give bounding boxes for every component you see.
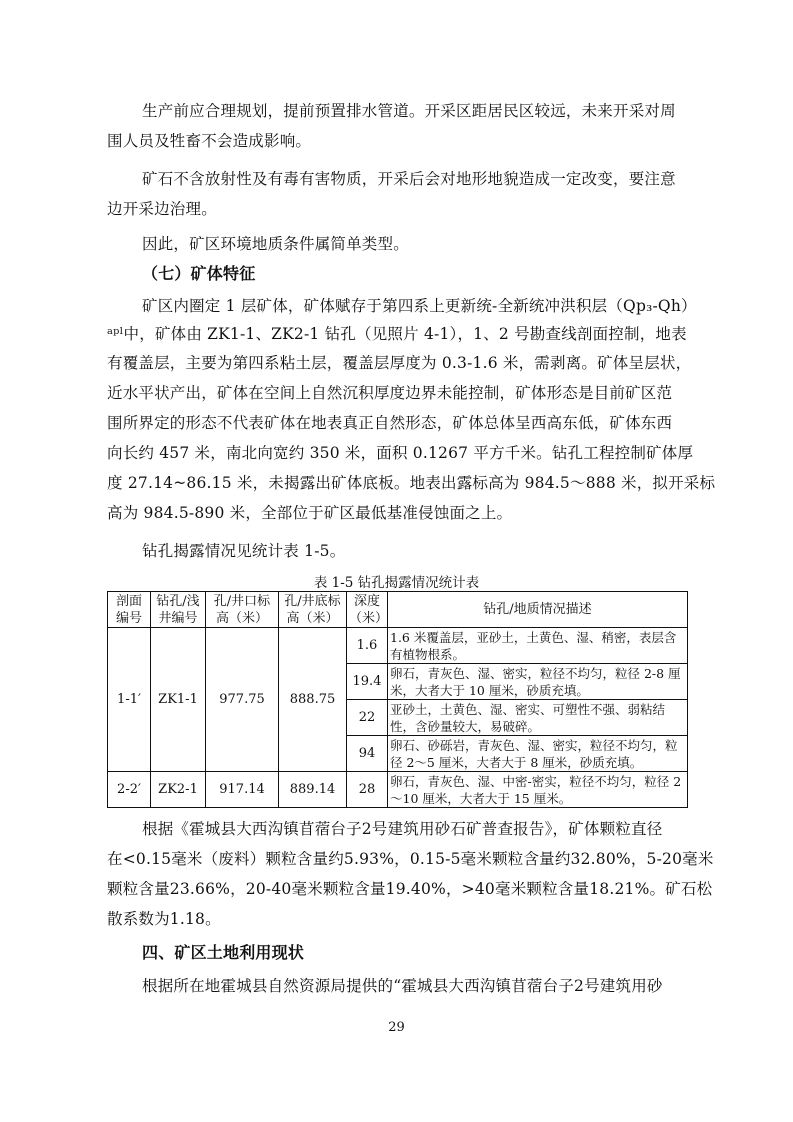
paragraph-line: 因此，矿区环境地质条件属简单类型。 <box>142 235 409 253</box>
header-hole: 钻孔/浅井编号 <box>151 592 206 628</box>
page-number: 29 <box>388 1020 405 1035</box>
cell-hole: ZK1-1 <box>151 628 206 772</box>
paragraph-line: 钻孔揭露情况见统计表 1-5。 <box>142 542 346 560</box>
paragraph-line: 边开采边治理。 <box>107 200 217 218</box>
paragraph-line: 根据《霍城县大西沟镇苜蓿台子2号建筑用砂石矿普查报告》，矿体颗粒直径 <box>142 820 663 838</box>
cell-depth: 19.4 <box>347 664 388 700</box>
borehole-table <box>107 591 688 808</box>
paragraph-line: 有覆盖层，主要为第四系粘土层，覆盖层厚度为 0.3-1.6 米，需剥离。矿体呈层状， <box>107 354 692 372</box>
cell-description: 亚砂土，土黄色、湿、密实、可塑性不强、弱粘结性，含砂量较大，易破碎。 <box>388 700 688 736</box>
paragraph-line: 向长约 457 米，南北向宽约 350 米，面积 0.1267 平方千米。钻孔工程控制矿体厚 <box>107 444 694 462</box>
paragraph-line: 近水平状产出，矿体在空间上自然沉积厚度边界未能控制，矿体形态是目前矿区范 <box>107 384 673 402</box>
cell-hole: ZK2-1 <box>151 772 206 808</box>
cell-depth: 22 <box>347 700 388 736</box>
paragraph-line: 围所界定的形态不代表矿体在地表真正自然形态，矿体总体呈西高东低，矿体东西 <box>107 414 673 432</box>
header-bottom-elev: 孔/井底标高（米） <box>279 592 347 628</box>
header-depth: 深度（米） <box>347 592 388 628</box>
header-top-elev: 孔/井口标高（米） <box>206 592 279 628</box>
paragraph-line: 矿石不含放射性及有毒有害物质，开采后会对地形地貌造成一定改变，要注意 <box>142 170 676 188</box>
paragraph-line: 在<0.15毫米（废料）颗粒含量约5.93%，0.15-5毫米颗粒含量约32.80%，5-20毫米 <box>107 850 714 868</box>
paragraph-line: 高为 984.5-890 米，全部位于矿区最低基准侵蚀面之上。 <box>107 504 513 522</box>
paragraph-line: 散系数为1.18。 <box>107 910 221 928</box>
cell-bottom-elev: 889.14 <box>279 772 347 808</box>
cell-description: 卵石、砂砾岩，青灰色、湿、密实，粒径不均匀，粒径 2～5 厘米，大者大于 8 厘米，砂质充填。 <box>388 736 688 772</box>
table-caption: 表 1-5 钻孔揭露情况统计表 <box>313 575 480 591</box>
cell-depth: 1.6 <box>347 628 388 664</box>
paragraph-line: 颗粒含量23.66%，20-40毫米颗粒含量19.40%，>40毫米颗粒含量18.21%。矿石松 <box>107 880 713 898</box>
cell-depth: 28 <box>347 772 388 808</box>
table-row <box>108 628 688 664</box>
cell-description: 1.6 米覆盖层，亚砂土，土黄色、湿、稍密，表层含有植物根系。 <box>388 628 688 664</box>
section-heading: （七）矿体特征 <box>142 264 256 283</box>
paragraph-line: 生产前应合理规划，提前预置排水管道。开采区距居民区较远，未来开采对周 <box>142 102 676 120</box>
cell-description: 卵石，青灰色、湿、中密-密实，粒径不均匀，粒径 2～10 厘米，大者大于 15 厘米。 <box>388 772 688 808</box>
paragraph-line: ᵃᵖˡ中，矿体由 ZK1-1、ZK2-1 钻孔（见照片 4-1），1、2 号勘查线剖面控制，地表 <box>107 325 687 343</box>
cell-section: 1-1′ <box>108 628 151 772</box>
paragraph-line: 围人员及牲畜不会造成影响。 <box>107 132 312 150</box>
header-description: 钻孔/地质情况描述 <box>388 592 688 628</box>
paragraph-line: 度 27.14~86.15 米，未揭露出矿体底板。地表出露标高为 984.5～888 米，拟开采标 <box>107 474 716 492</box>
cell-top-elev: 917.14 <box>206 772 279 808</box>
cell-top-elev: 977.75 <box>206 628 279 772</box>
cell-description: 卵石，青灰色、湿、密实，粒径不均匀，粒径 2-8 厘米，大者大于 10 厘米，砂质充填。 <box>388 664 688 700</box>
table-row <box>108 772 688 808</box>
cell-bottom-elev: 888.75 <box>279 628 347 772</box>
paragraph-line: 根据所在地霍城县自然资源局提供的“霍城县大西沟镇苜蓿台子2号建筑用砂 <box>142 977 663 995</box>
cell-section: 2-2′ <box>108 772 151 808</box>
cell-depth: 94 <box>347 736 388 772</box>
header-section: 剖面编号 <box>108 592 151 628</box>
paragraph-line: 矿区内圈定 1 层矿体，矿体赋存于第四系上更新统-全新统冲洪积层（Qp₃-Qh） <box>142 297 697 315</box>
section-heading: 四、矿区土地利用现状 <box>142 943 305 962</box>
